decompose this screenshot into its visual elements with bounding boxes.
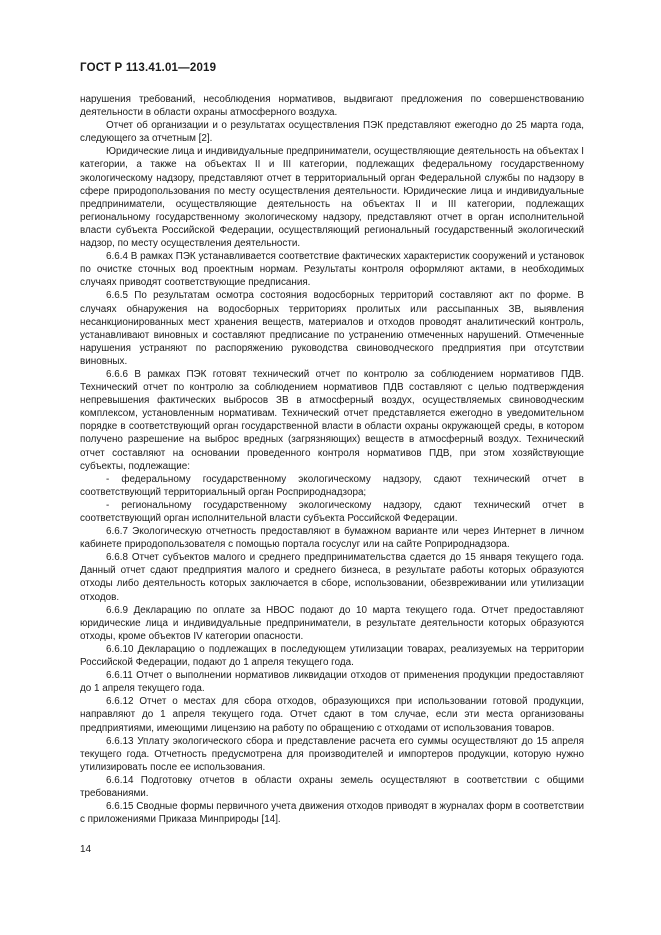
paragraph-6-6-4: 6.6.4 В рамках ПЭК устанавливается соответствие фактических характеристик сооружений и установок по очистке сточных вод проектным нормам. Результаты контроля оформляют актами, в необходимых случаях приводят соответствующие предписания. xyxy=(80,251,584,289)
paragraph-6-6-5: 6.6.5 По результатам осмотра состояния водосборных территорий составляют акт по форме. В случаях обнаружения на водосборных территориях пролитых или рассыпанных ЗВ, выявления несанкционированных мест хранения веществ, материалов и отходов проводят аналитический контроль, устанавливают виновных и составляют предписание по устранению отмеченных нарушений. Отмеченные нарушения устраняют по распоряжению руководства свиноводческого предприятия при отсутствии виновных. xyxy=(80,290,584,367)
paragraph-6-6-10: 6.6.10 Декларацию о подлежащих в последующем утилизации товарах, реализуемых на территории Российской Федерации, подают до 1 апреля текущего года. xyxy=(80,643,584,669)
paragraph-6-6-15: 6.6.15 Сводные формы первичного учета движения отходов приводят в журналах форм в соответствии с приложениями Приказа Минприроды [14]. xyxy=(80,801,584,826)
paragraph-6-6-8: 6.6.8 Отчет субъектов малого и среднего предпринимательства сдается до 15 января текущего года. Данный отчет сдают предприятия малого и среднего бизнеса, в результате работы которых образуются отходы либо деятельность которых заключается в сборе, использовании, обезвреживании или утилизации отходов. xyxy=(80,552,584,603)
list-item: - региональному государственному экологическому надзору, сдают технический отчет в соответствующий орган исполнительной власти субъекта Российской Федерации. xyxy=(80,499,584,524)
list-item: - федеральному государственному экологическому надзору, сдают технический отчет в соответствующий территориальный орган Росприроднадзора; xyxy=(80,473,584,498)
paragraph-6-6-13: 6.6.13 Уплату экологического сбора и представление расчета его суммы осуществляют до 15 апреля текущего года. Отчетность предусмотрена для производителей и импортеров продукции, которую нужно утилизировать после ее использования. xyxy=(80,735,584,773)
paragraph-6-6-9: 6.6.9 Декларацию по оплате за НВОС подают до 10 марта текущего года. Отчет предоставляют юридические лица и индивидуальные предприниматели, в результате деятельности которых образуются отходы, кроме объектов IV категории опасности. xyxy=(80,604,584,642)
paragraph: Отчет об организации и о результатах осуществления ПЭК представляют ежегодно до 25 марта года, следующего за отчетным [2]. xyxy=(80,120,584,145)
paragraph: нарушения требований, несоблюдения нормативов, выдвигают предложения по совершенствованию деятельности в области охраны атмосферного воздуха. xyxy=(80,94,584,119)
document-body xyxy=(80,93,584,826)
paragraph: Юридические лица и индивидуальные предприниматели, осуществляющие деятельность на объектах I категории, а также на объектах II и III категории, подлежащих федеральному государственному экологическому надзору, представляют отчет в территориальный орган Федеральной службы по надзору в сфере природопользования по месту осуществления деятельности. Юридические лица и индивидуальные предприниматели, осуществляющие деятельность на объектах II и III категории, подлежащих региональному государственному экологическому надзору, представляют отчет в орган исполнительной власти субъекта Российской Федерации, осуществляющий региональный государственный экологический надзор, по месту осуществления деятельности. xyxy=(80,146,584,250)
paragraph-6-6-6: 6.6.6 В рамках ПЭК готовят технический отчет по контролю за соблюдением нормативов ПДВ. Технический отчет по контролю за соблюдением нормативов ПДВ составляют с целью подтверждения непревышения фактических выбросов ЗВ в атмосферный воздух, осуществляемых свиноводческим комплексом, установленным нормативам. Технический отчет представляется ежегодно в уведомительном порядке в соответствующий орган государственной власти в области охраны окружающей среды, в котором получено разрешение на выброс вредных (загрязняющих) веществ в атмосферный воздух. Технический отчет составляют на основании проведенного контроля нормативов ПДВ, при этом хозяйствующие субъекты, подлежащие: xyxy=(80,368,584,472)
paragraph-6-6-12: 6.6.12 Отчет о местах для сбора отходов, образующихся при использовании готовой продукции, направляют до 1 апреля текущего года. Отчет сдают в том случае, если эти места организованы предприятиями, имеющими лицензию на работу по обращению с отходами от использования товаров. xyxy=(80,696,584,734)
paragraph-6-6-14: 6.6.14 Подготовку отчетов в области охраны земель осуществляют в соответствии с общими требованиями. xyxy=(80,774,584,799)
page-number: 14 xyxy=(80,844,92,855)
document-header: ГОСТ Р 113.41.01—2019 xyxy=(80,62,217,74)
paragraph-6-6-7: 6.6.7 Экологическую отчетность предоставляют в бумажном варианте или через Интернет в личном кабинете природопользователя с помощью портала госуслуг или на сайте Роприроднадзора. xyxy=(80,526,584,551)
paragraph-6-6-11: 6.6.11 Отчет о выполнении нормативов ликвидации отходов от применения продукции предоставляют до 1 апреля текущего года. xyxy=(80,670,584,695)
